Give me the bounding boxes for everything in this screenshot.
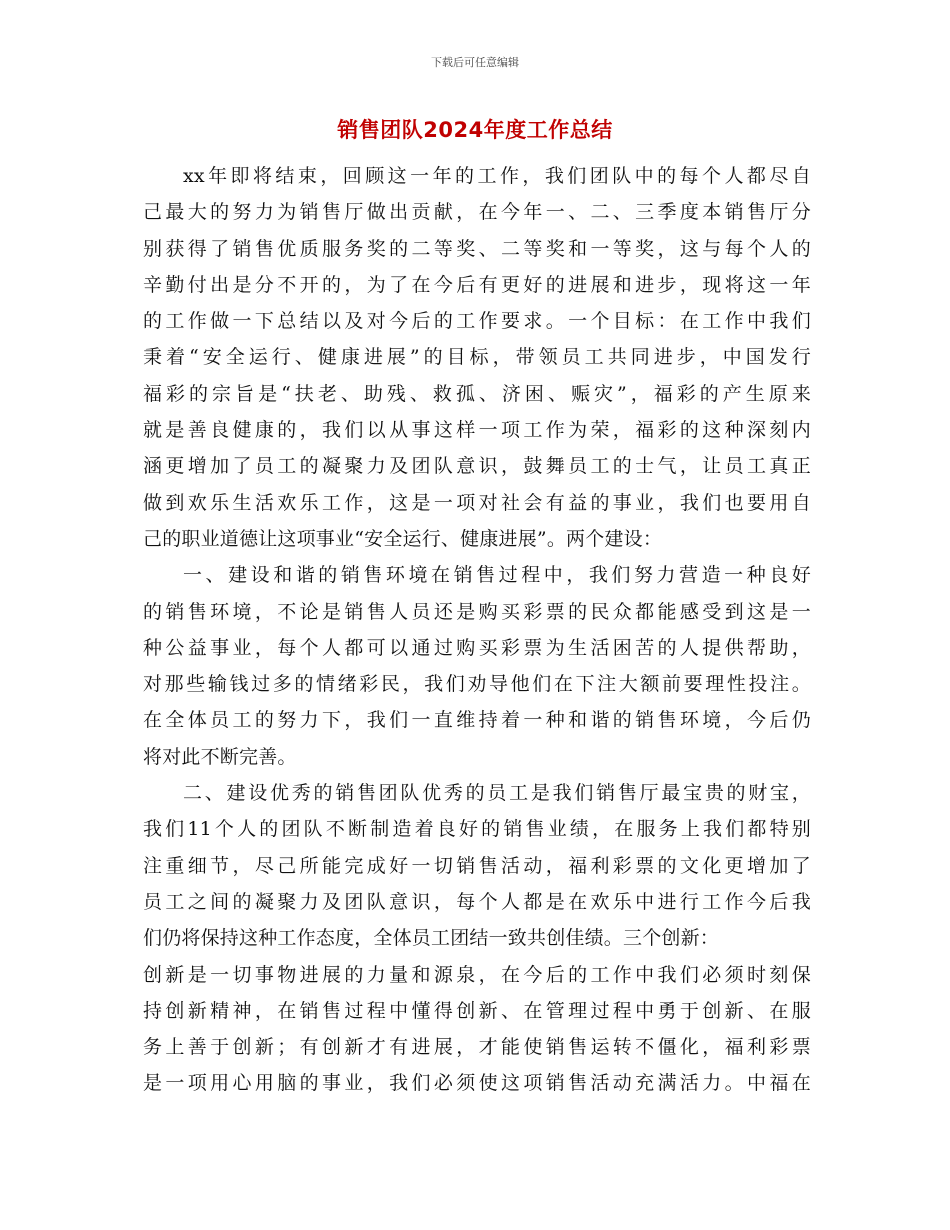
text-line: 的销售环境，不论是销售人员还是购买彩票的民众都能感受到这是一: [143, 600, 811, 623]
text-line: 员工之间的凝聚力及团队意识，每个人都是在欢乐中进行工作今后我: [143, 890, 811, 913]
text-line: 是一项用心用脑的事业，我们必须使这项销售活动充满活力。中福在: [143, 1072, 811, 1095]
text-line: 己的职业道德让这项事业“安全运行、健康进展”。两个建设：: [143, 527, 663, 550]
text-line: 二、建设优秀的销售团队优秀的员工是我们销售厅最宝贵的财宝，: [183, 782, 811, 805]
text-line: xx年即将结束，回顾这一年的工作，我们团队中的每个人都尽自: [183, 165, 811, 187]
text-line: 种公益事业，每个人都可以通过购买彩票为生活困苦的人提供帮助，: [143, 636, 811, 659]
text-line: 创新是一切事物进展的力量和源泉，在今后的工作中我们必须时刻保: [143, 963, 811, 986]
text-line: 持创新精神，在销售过程中懂得创新、在管理过程中勇于创新、在服: [143, 999, 811, 1022]
text-line: 做到欢乐生活欢乐工作，这是一项对社会有益的事业，我们也要用自: [143, 491, 811, 514]
text-line: 涵更增加了员工的凝聚力及团队意识，鼓舞员工的士气，让员工真正: [143, 455, 811, 478]
text-line: 的工作做一下总结以及对今后的工作要求。一个目标：在工作中我们: [143, 310, 811, 333]
document-body: [143, 158, 811, 1102]
text-line: 对那些输钱过多的情绪彩民，我们劝导他们在下注大额前要理性投注。: [143, 673, 811, 696]
text-line: 一、建设和谐的销售环境在销售过程中，我们努力营造一种良好: [183, 564, 811, 587]
document-title: 销售团队2024年度工作总结: [337, 118, 613, 142]
text-line: 我们11个人的团队不断制造着良好的销售业绩，在服务上我们都特别: [143, 818, 811, 841]
text-line: 在全体员工的努力下，我们一直维持着一种和谐的销售环境，今后仍: [143, 709, 811, 732]
text-line: 务上善于创新；有创新才有进展，才能使销售运转不僵化，福利彩票: [143, 1036, 811, 1059]
text-line: 就是善良健康的，我们以从事这样一项工作为荣，福彩的这种深刻内: [143, 419, 811, 442]
text-line: 将对此不断完善。: [143, 745, 297, 768]
text-line: 们仍将保持这种工作态度，全体员工团结一致共创佳绩。三个创新：: [143, 927, 720, 950]
text-line: 福彩的宗旨是“扶老、助残、救孤、济困、赈灾”，福彩的产生原来: [143, 382, 811, 405]
page-header: 下载后可任意编辑: [431, 56, 519, 69]
text-line: 注重细节，尽己所能完成好一切销售活动，福利彩票的文化更增加了: [143, 854, 811, 877]
text-line: 别获得了销售优质服务奖的二等奖、二等奖和一等奖，这与每个人的: [143, 237, 811, 260]
text-line: 辛勤付出是分不开的，为了在今后有更好的进展和进步，现将这一年: [143, 273, 811, 296]
text-line: 秉着“安全运行、健康进展”的目标，带领员工共同进步，中国发行: [143, 346, 811, 369]
text-line: 己最大的努力为销售厅做出贡献，在今年一、二、三季度本销售厅分: [143, 201, 811, 224]
